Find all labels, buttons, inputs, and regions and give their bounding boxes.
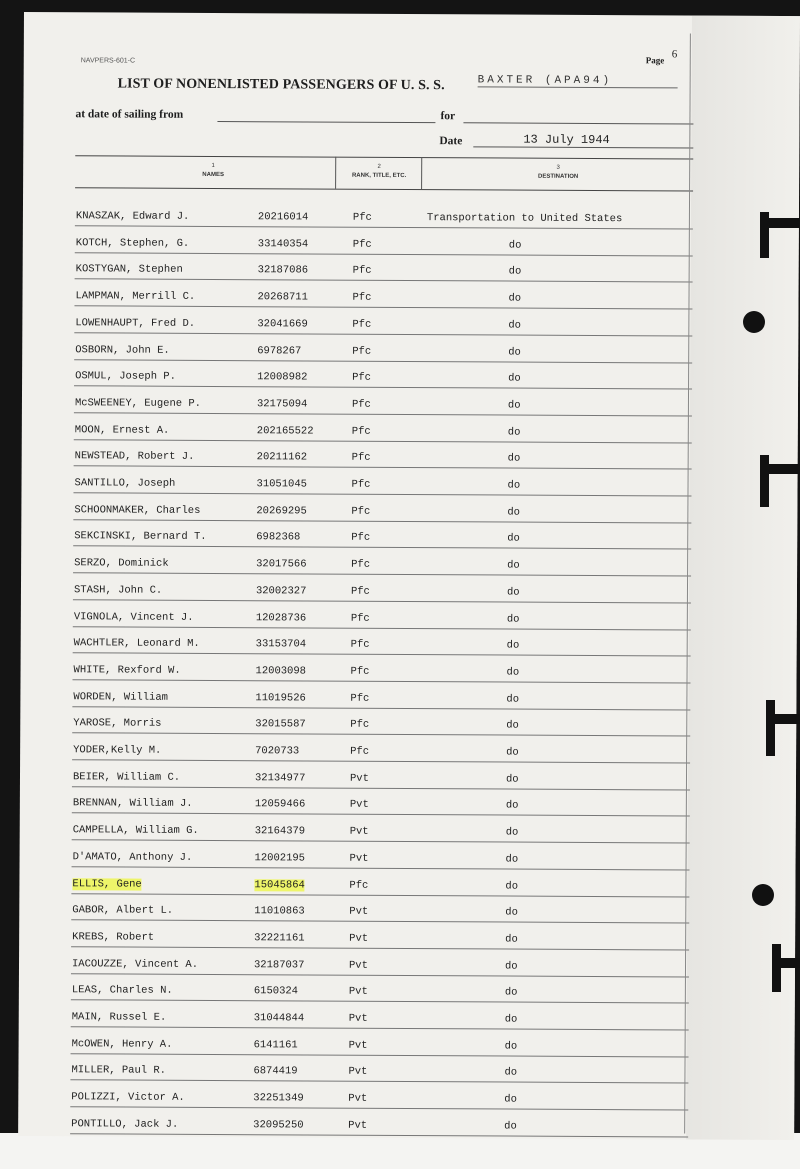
- row-rule: [73, 546, 691, 550]
- passenger-name: McSWEENEY, Eugene P.: [74, 397, 202, 410]
- binder-tab-mid-stem: [760, 455, 769, 507]
- page-margin-shade: [686, 15, 800, 1140]
- row-rule: [71, 1053, 689, 1057]
- rank-value: Pvt: [348, 1119, 368, 1132]
- destination-value: do: [507, 399, 521, 412]
- serial-number: 32015587: [255, 718, 306, 731]
- table-row: [22, 290, 692, 310]
- destination-value: do: [506, 639, 520, 652]
- destination-value: do: [504, 1040, 518, 1053]
- table-row: [20, 744, 690, 764]
- passenger-name: MILLER, Paul R.: [71, 1064, 167, 1078]
- serial-number: 6978267: [257, 344, 302, 357]
- passenger-name: GABOR, Albert L.: [72, 904, 174, 917]
- rank-value: Pfc: [350, 745, 370, 758]
- table-row: [22, 370, 692, 390]
- destination-value: do: [508, 239, 522, 252]
- rank-value: Pfc: [350, 692, 370, 705]
- destination-value: do: [508, 346, 521, 359]
- serial-number: 32002327: [255, 585, 307, 598]
- rank-value: Pfc: [350, 585, 370, 598]
- serial-number: 11019526: [255, 691, 306, 705]
- destination-value: do: [504, 1093, 517, 1106]
- row-rule: [72, 733, 690, 737]
- table-row: [20, 771, 690, 791]
- destination-value: do: [504, 1066, 518, 1079]
- serial-number: 20216014: [257, 211, 309, 224]
- serial-number: 12028736: [255, 611, 307, 624]
- table-row: [21, 664, 691, 684]
- table-row: [21, 637, 691, 657]
- table-row: [22, 343, 692, 363]
- serial-number: 32251349: [253, 1092, 304, 1105]
- passenger-name: MOON, Ernest A.: [74, 423, 170, 437]
- row-rule: [73, 519, 691, 523]
- row-rule: [71, 1026, 689, 1030]
- rank-value: Pfc: [352, 318, 372, 331]
- row-rule: [75, 225, 693, 229]
- row-rule: [70, 1106, 688, 1110]
- table-row: [19, 931, 689, 951]
- passenger-name: WORDEN, William: [73, 690, 168, 704]
- form-number: NAVPERS-601-C: [80, 57, 136, 65]
- row-rule: [71, 973, 689, 977]
- passenger-name: OSMUL, Joseph P.: [75, 370, 176, 383]
- table-row: [19, 877, 689, 897]
- table-row: [19, 984, 689, 1004]
- sailing-line: [217, 121, 435, 123]
- destination-value: do: [505, 773, 519, 786]
- document-page: [18, 12, 800, 1140]
- serial-number: 6141161: [253, 1038, 298, 1052]
- row-rule: [72, 839, 690, 843]
- destination-value: do: [507, 532, 520, 545]
- row-rule: [73, 492, 691, 496]
- rank-value: Pfc: [350, 612, 370, 625]
- rank-value: Pfc: [349, 879, 369, 892]
- document-title: LIST OF NONENLISTED PASSENGERS OF U. S. S.: [117, 76, 445, 94]
- destination-value: do: [506, 719, 519, 732]
- serial-number: 11010863: [254, 905, 305, 918]
- passenger-name: OSBORN, John E.: [75, 343, 170, 357]
- destination-value: do: [504, 1013, 518, 1026]
- table-row: [21, 530, 691, 550]
- destination-value: do: [508, 319, 522, 332]
- for-label: for: [440, 110, 456, 123]
- passenger-name: STASH, John C.: [73, 584, 163, 597]
- destination-value: do: [507, 426, 521, 439]
- rank-value: Pvt: [348, 959, 368, 972]
- rank-value: Pfc: [351, 452, 371, 465]
- destination-value: do: [504, 1120, 517, 1133]
- serial-number: 33140354: [257, 237, 309, 251]
- destination-value: do: [507, 452, 521, 465]
- sailing-label: at date of sailing from: [75, 108, 184, 121]
- passenger-name: WACHTLER, Leonard M.: [73, 637, 200, 651]
- row-rule: [74, 305, 692, 309]
- table-row: [18, 1118, 688, 1138]
- destination-value: do: [505, 853, 519, 866]
- passenger-name: D'AMATO, Anthony J.: [72, 851, 193, 864]
- serial-number: 12002195: [254, 852, 306, 865]
- binder-tab-lower-stem: [766, 700, 775, 756]
- destination-value: do: [506, 693, 520, 706]
- table-row: [19, 904, 689, 924]
- row-rule: [72, 759, 690, 763]
- passenger-name: ELLIS, Gene: [72, 877, 142, 891]
- serial-number: 33153704: [255, 638, 307, 651]
- table-row: [20, 717, 690, 737]
- destination-value: do: [508, 265, 522, 278]
- table-row: [23, 263, 693, 283]
- table-row: [22, 450, 692, 470]
- serial-number: 32164379: [254, 825, 306, 838]
- rank-value: Pvt: [349, 905, 369, 919]
- column-1-number: 1: [211, 162, 215, 170]
- table-row: [21, 477, 691, 497]
- row-rule: [73, 626, 691, 630]
- serial-number: 32187037: [253, 958, 305, 972]
- rank-value: Pvt: [348, 986, 368, 999]
- passenger-name: KREBS, Robert: [72, 931, 155, 944]
- column-2-header: RANK, TITLE, ETC.: [351, 172, 407, 180]
- destination-value: do: [505, 906, 518, 919]
- row-rule: [72, 786, 690, 790]
- row-rule: [70, 1133, 688, 1137]
- destination-value: do: [505, 826, 519, 839]
- page-number: 6: [671, 48, 678, 61]
- table-row: [22, 397, 692, 417]
- row-rule: [74, 412, 692, 416]
- passenger-name: YAROSE, Morris: [73, 717, 162, 731]
- table-top-rule: [75, 155, 693, 159]
- date-label: Date: [439, 135, 463, 148]
- table-row: [19, 958, 689, 978]
- serial-number: 15045864: [254, 878, 305, 891]
- table-row: [22, 317, 692, 337]
- passenger-name: KOSTYGAN, Stephen: [75, 263, 183, 277]
- serial-number: 20269295: [256, 504, 307, 518]
- serial-number: 32095250: [253, 1119, 304, 1132]
- row-rule: [71, 1000, 689, 1004]
- table-row: [18, 1091, 688, 1111]
- serial-number: 32175094: [256, 398, 308, 411]
- destination-value: do: [506, 586, 520, 599]
- destination-value: Transportation to United States: [426, 212, 623, 226]
- for-line: [463, 122, 693, 124]
- rank-value: Pvt: [348, 1039, 368, 1052]
- column-divider-1: [335, 157, 336, 189]
- destination-value: do: [504, 986, 518, 999]
- destination-value: do: [505, 799, 519, 812]
- date-value: 13 July 1944: [523, 132, 610, 148]
- rank-value: Pfc: [351, 558, 371, 571]
- passenger-name: SEKCINSKI, Bernard T.: [74, 530, 207, 544]
- rank-value: Pvt: [349, 772, 369, 785]
- rank-value: Pfc: [350, 638, 370, 652]
- passenger-name: CAMPELLA, William G.: [72, 824, 199, 838]
- serial-number: 6874419: [253, 1065, 298, 1078]
- rank-value: Pvt: [349, 932, 369, 945]
- passenger-name: KOTCH, Stephen, G.: [75, 236, 190, 250]
- rank-value: Pfc: [351, 398, 371, 411]
- serial-number: 31051045: [256, 478, 307, 491]
- serial-number: 7020733: [255, 745, 300, 758]
- serial-number: 32187086: [257, 264, 309, 277]
- destination-value: do: [507, 479, 521, 492]
- passenger-name: SANTILLO, Joseph: [74, 477, 176, 490]
- row-rule: [74, 466, 692, 470]
- table-row: [20, 691, 690, 711]
- row-rule: [73, 572, 691, 576]
- table-row: [21, 584, 691, 604]
- rank-value: Pvt: [348, 1066, 368, 1079]
- passenger-name: YODER,Kelly M.: [73, 744, 162, 757]
- rank-value: Pfc: [351, 532, 371, 545]
- passenger-name: IACOUZZE, Vincent A.: [71, 957, 199, 971]
- rank-value: Pvt: [349, 825, 369, 838]
- table-row: [19, 1038, 689, 1058]
- serial-number: 32041669: [257, 318, 308, 331]
- table-row: [21, 610, 691, 630]
- punch-hole-2: [752, 884, 774, 906]
- rank-value: Pfc: [352, 345, 372, 358]
- table-header-rule: [75, 187, 693, 191]
- rank-value: Pfc: [350, 719, 370, 732]
- row-rule: [71, 893, 689, 897]
- table-row: [21, 504, 691, 524]
- passenger-name: VIGNOLA, Vincent J.: [73, 610, 194, 624]
- table-row: [20, 797, 690, 817]
- passenger-name: POLIZZI, Victor A.: [71, 1091, 185, 1104]
- row-rule: [74, 332, 692, 336]
- row-rule: [72, 866, 690, 870]
- row-rule: [74, 439, 692, 443]
- serial-number: 6150324: [253, 985, 299, 998]
- destination-value: do: [506, 613, 520, 626]
- table-row: [21, 557, 691, 577]
- table-row: [23, 210, 693, 230]
- destination-value: do: [505, 933, 518, 946]
- binder-tab-top-stem: [760, 212, 769, 258]
- rank-value: Pfc: [351, 478, 371, 491]
- row-rule: [75, 279, 693, 283]
- rank-value: Pfc: [352, 371, 372, 385]
- row-rule: [73, 679, 691, 683]
- passenger-name: BEIER, William C.: [72, 770, 181, 784]
- row-rule: [73, 599, 691, 603]
- serial-number: 20211162: [256, 451, 308, 464]
- destination-value: do: [504, 960, 518, 973]
- rank-value: Pfc: [350, 665, 370, 678]
- row-rule: [72, 813, 690, 817]
- destination-value: do: [507, 506, 521, 519]
- binder-tab-bottom-stem: [772, 944, 781, 992]
- rank-value: Pfc: [352, 265, 372, 278]
- table-row: [18, 1064, 688, 1084]
- passenger-name: NEWSTEAD, Robert J.: [74, 450, 195, 464]
- rank-value: Pvt: [349, 799, 369, 812]
- rank-value: Pfc: [352, 211, 372, 224]
- passenger-name: McOWEN, Henry A.: [71, 1037, 173, 1051]
- destination-value: do: [508, 372, 521, 385]
- passenger-name: LAMPMAN, Merrill C.: [75, 290, 196, 303]
- column-2-number: 2: [377, 163, 381, 170]
- passenger-name: LOWENHAUPT, Fred D.: [75, 317, 196, 330]
- row-rule: [72, 706, 690, 710]
- column-divider-2: [421, 157, 422, 189]
- table-row: [22, 424, 692, 444]
- passenger-name: WHITE, Rexford W.: [73, 664, 181, 677]
- passenger-name: KNASZAK, Edward J.: [75, 210, 190, 223]
- serial-number: 12003098: [255, 665, 307, 678]
- page-label: Page: [645, 55, 665, 66]
- passenger-name: MAIN, Russel E.: [71, 1011, 167, 1024]
- column-3-number: 3: [556, 164, 560, 171]
- rank-value: Pvt: [349, 852, 369, 865]
- column-3-header: DESTINATION: [538, 173, 579, 180]
- rank-value: Pvt: [348, 1012, 368, 1025]
- row-rule: [71, 946, 689, 950]
- table-row: [19, 1011, 689, 1031]
- destination-value: do: [508, 292, 522, 305]
- destination-value: do: [506, 746, 519, 759]
- row-rule: [74, 385, 692, 389]
- passenger-name: BRENNAN, William J.: [72, 797, 193, 811]
- row-rule: [70, 1080, 688, 1084]
- rank-value: Pfc: [351, 505, 371, 518]
- serial-number: 20268711: [257, 291, 308, 304]
- destination-value: do: [506, 666, 520, 679]
- passenger-name: SCHOONMAKER, Charles: [74, 503, 201, 517]
- serial-number: 12059466: [254, 798, 306, 811]
- passenger-name: SERZO, Dominick: [74, 557, 169, 570]
- row-rule: [73, 652, 691, 656]
- date-line: [473, 146, 693, 148]
- row-rule: [75, 252, 693, 256]
- rank-value: Pfc: [351, 425, 371, 438]
- serial-number: 32221161: [254, 932, 305, 945]
- rank-value: Pvt: [348, 1092, 368, 1105]
- table-row: [20, 824, 690, 844]
- column-1-header: NAMES: [202, 171, 224, 179]
- table-row: [23, 237, 693, 257]
- passenger-name: PONTILLO, Jack J.: [71, 1118, 179, 1131]
- ship-name: BAXTER (APA94): [478, 74, 678, 88]
- rank-value: Pfc: [352, 238, 372, 251]
- serial-number: 31044844: [253, 1012, 305, 1025]
- row-rule: [71, 919, 689, 923]
- destination-value: do: [505, 880, 519, 893]
- serial-number: 202165522: [256, 424, 314, 438]
- table-row: [20, 851, 690, 871]
- serial-number: 12008982: [257, 371, 308, 384]
- serial-number: 32134977: [254, 771, 306, 785]
- punch-hole-1: [743, 311, 765, 333]
- serial-number: 32017566: [256, 558, 307, 571]
- destination-value: do: [507, 559, 520, 572]
- row-rule: [74, 359, 692, 363]
- passenger-name: LEAS, Charles N.: [71, 984, 173, 998]
- rank-value: Pfc: [352, 291, 372, 304]
- serial-number: 6982368: [256, 531, 301, 544]
